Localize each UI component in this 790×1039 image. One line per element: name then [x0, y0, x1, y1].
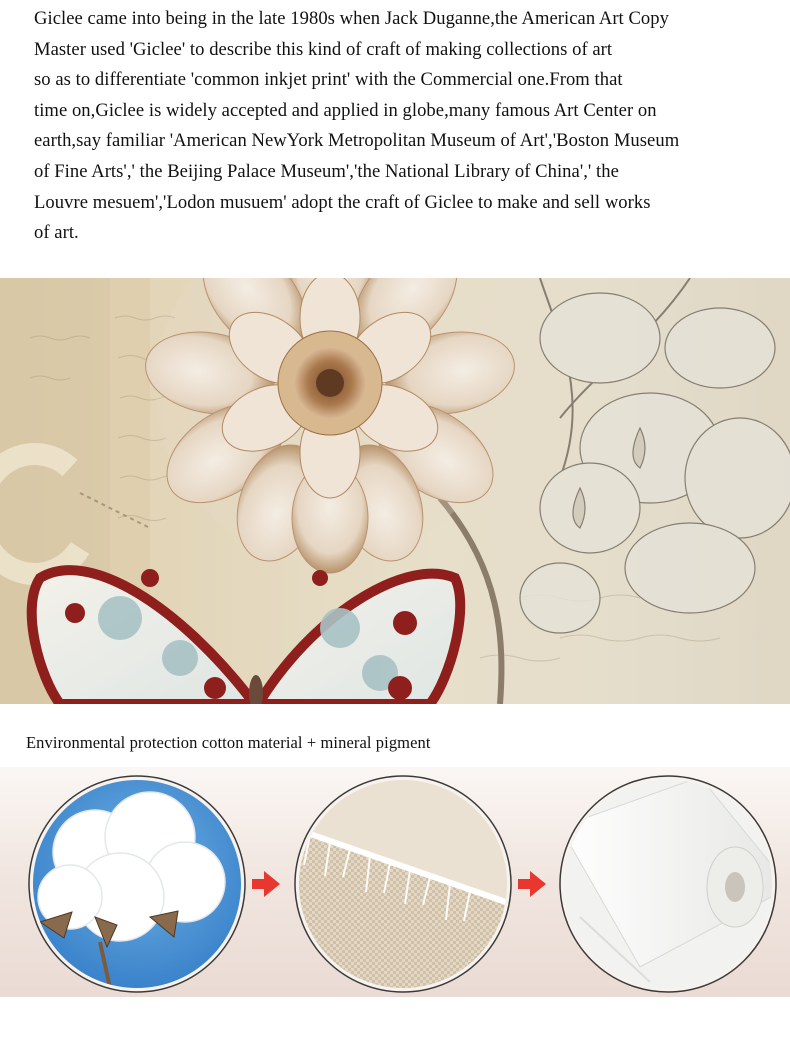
giclee-artwork-image	[0, 278, 790, 704]
artwork-illustration	[0, 278, 790, 704]
intro-paragraph	[34, 4, 784, 249]
arrow-right-icon	[252, 871, 280, 897]
step-cotton-boll	[29, 776, 250, 997]
intro-line-7: Louvre mesuem','Lodon musuem' adopt the craft of Giclee to make and sell works	[34, 191, 651, 213]
step-paper-roll	[555, 772, 790, 997]
intro-line-2: Master used 'Giclee' to describe this kind of craft of making collections of art	[34, 38, 613, 60]
step-woven-canvas	[290, 772, 520, 997]
intro-line-4: time on,Giclee is widely accepted and applied in globe,many famous Art Center on	[34, 99, 657, 121]
arrow-right-icon	[518, 871, 546, 897]
material-caption: Environmental protection cotton material + mineral pigment	[26, 733, 431, 752]
intro-line-6: of Fine Arts',' the Beijing Palace Museum','the National Library of China',' the	[34, 160, 619, 182]
material-process-strip	[0, 767, 790, 997]
intro-line-8: of art.	[34, 222, 79, 244]
process-illustration	[0, 767, 790, 997]
intro-line-5: earth,say familiar 'American NewYork Metropolitan Museum of Art','Boston Museum	[34, 130, 680, 152]
intro-line-3: so as to differentiate 'common inkjet print' with the Commercial one.From that	[34, 69, 623, 91]
intro-line-1: Giclee came into being in the late 1980s when Jack Duganne,the American Art Copy	[34, 8, 669, 29]
